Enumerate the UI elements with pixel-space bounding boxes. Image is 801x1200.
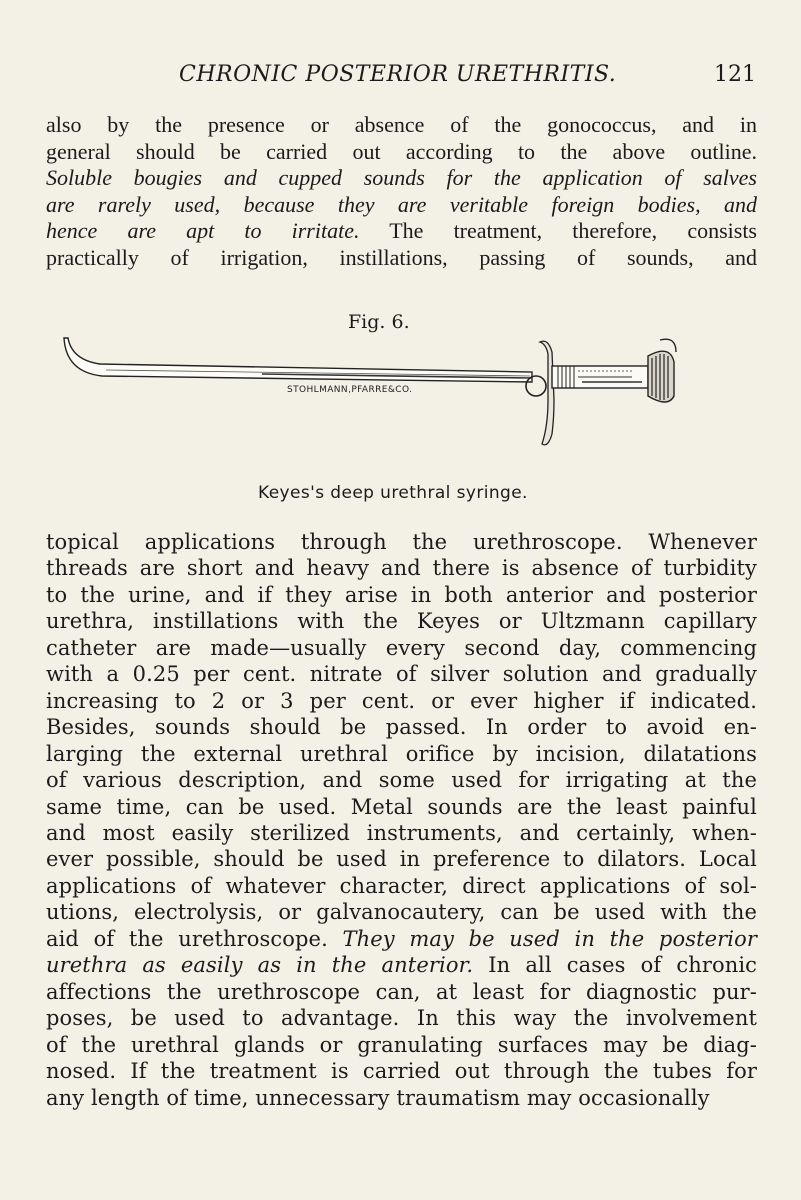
text-line: of the urethral glands or granulating surfaces may be diag- — [46, 1032, 757, 1057]
text-line: also by the presence or absence of the gonococcus, and in — [46, 112, 757, 137]
text-line: affections the urethroscope can, at least for diagnostic pur- — [46, 979, 757, 1004]
page-header — [0, 62, 801, 92]
figure-caption: Keyes's deep urethral syringe. — [258, 483, 528, 503]
text-line: poses, be used to advantage. In this way the involvement — [46, 1006, 757, 1031]
page-number: 121 — [714, 62, 756, 87]
text-line — [46, 218, 757, 245]
text-line: to the urine, and if they arise in both anterior and posterior — [46, 582, 757, 607]
text-line: Besides, sounds should be passed. In order to avoid en- — [46, 715, 757, 740]
text-line: ever possible, should be used in preference to dilators. Local — [46, 847, 757, 872]
text-line: practically of irrigation, instillations, passing of sounds, and — [46, 244, 757, 270]
text-line: nosed. If the treatment is carried out through the tubes for — [46, 1059, 757, 1084]
text-line: larging the external urethral orifice by incision, dilatations — [46, 741, 757, 766]
text-line: with a 0.25 per cent. nitrate of silver solution and gradually — [46, 662, 757, 687]
italic-text: hence are apt to irritate. — [46, 218, 360, 244]
text-line: applications of whatever character, direct applications of sol- — [46, 873, 757, 898]
text-line: same time, can be used. Metal sounds are the least painful — [46, 794, 757, 819]
text: The treatment, therefore, consists — [359, 218, 757, 244]
running-head: CHRONIC POSTERIOR URETHRITIS. — [179, 62, 617, 87]
paragraph-1 — [46, 112, 757, 272]
text-line: urethra, instillations with the Keyes or Ultzmann capillary — [46, 609, 757, 634]
text-line — [46, 952, 757, 978]
text-line: utions, electrolysis, or galvanocautery, can be used with the — [46, 900, 757, 925]
text-line — [46, 926, 757, 952]
text-line: of various description, and some used for irrigating at the — [46, 768, 757, 793]
text-line: threads are short and heavy and there is absence of turbidity — [46, 556, 757, 581]
text-line: catheter are made—usually every second day, commencing — [46, 635, 757, 660]
text-line: topical applications through the urethroscope. Whenever — [46, 530, 757, 554]
paragraph-2 — [46, 529, 757, 1111]
italic-text-line: Soluble bougies and cupped sounds for the application of salves — [46, 165, 757, 191]
text-line: increasing to 2 or 3 per cent. or ever higher if indicated. — [46, 688, 757, 713]
text-line: and most easily sterilized instruments, and certainly, when- — [46, 820, 757, 845]
italic-text: urethra as easily as in the anterior. — [46, 953, 474, 978]
text-line: any length of time, unnecessary traumatism may occasionally — [46, 1085, 710, 1110]
syringe-illustration — [62, 330, 682, 480]
text-line: general should be carried out according to the above outline. — [46, 138, 757, 164]
maker-stamp: STOHLMANN,PFARRE&CO. — [287, 385, 413, 395]
italic-text: They may be used in the posterior — [342, 926, 757, 951]
text: aid of the urethroscope. — [46, 926, 328, 951]
figure-label: Fig. 6. — [348, 311, 410, 333]
text: In all cases of chronic — [473, 953, 758, 978]
italic-text-line: are rarely used, because they are veritable foreign bodies, and — [46, 191, 757, 217]
